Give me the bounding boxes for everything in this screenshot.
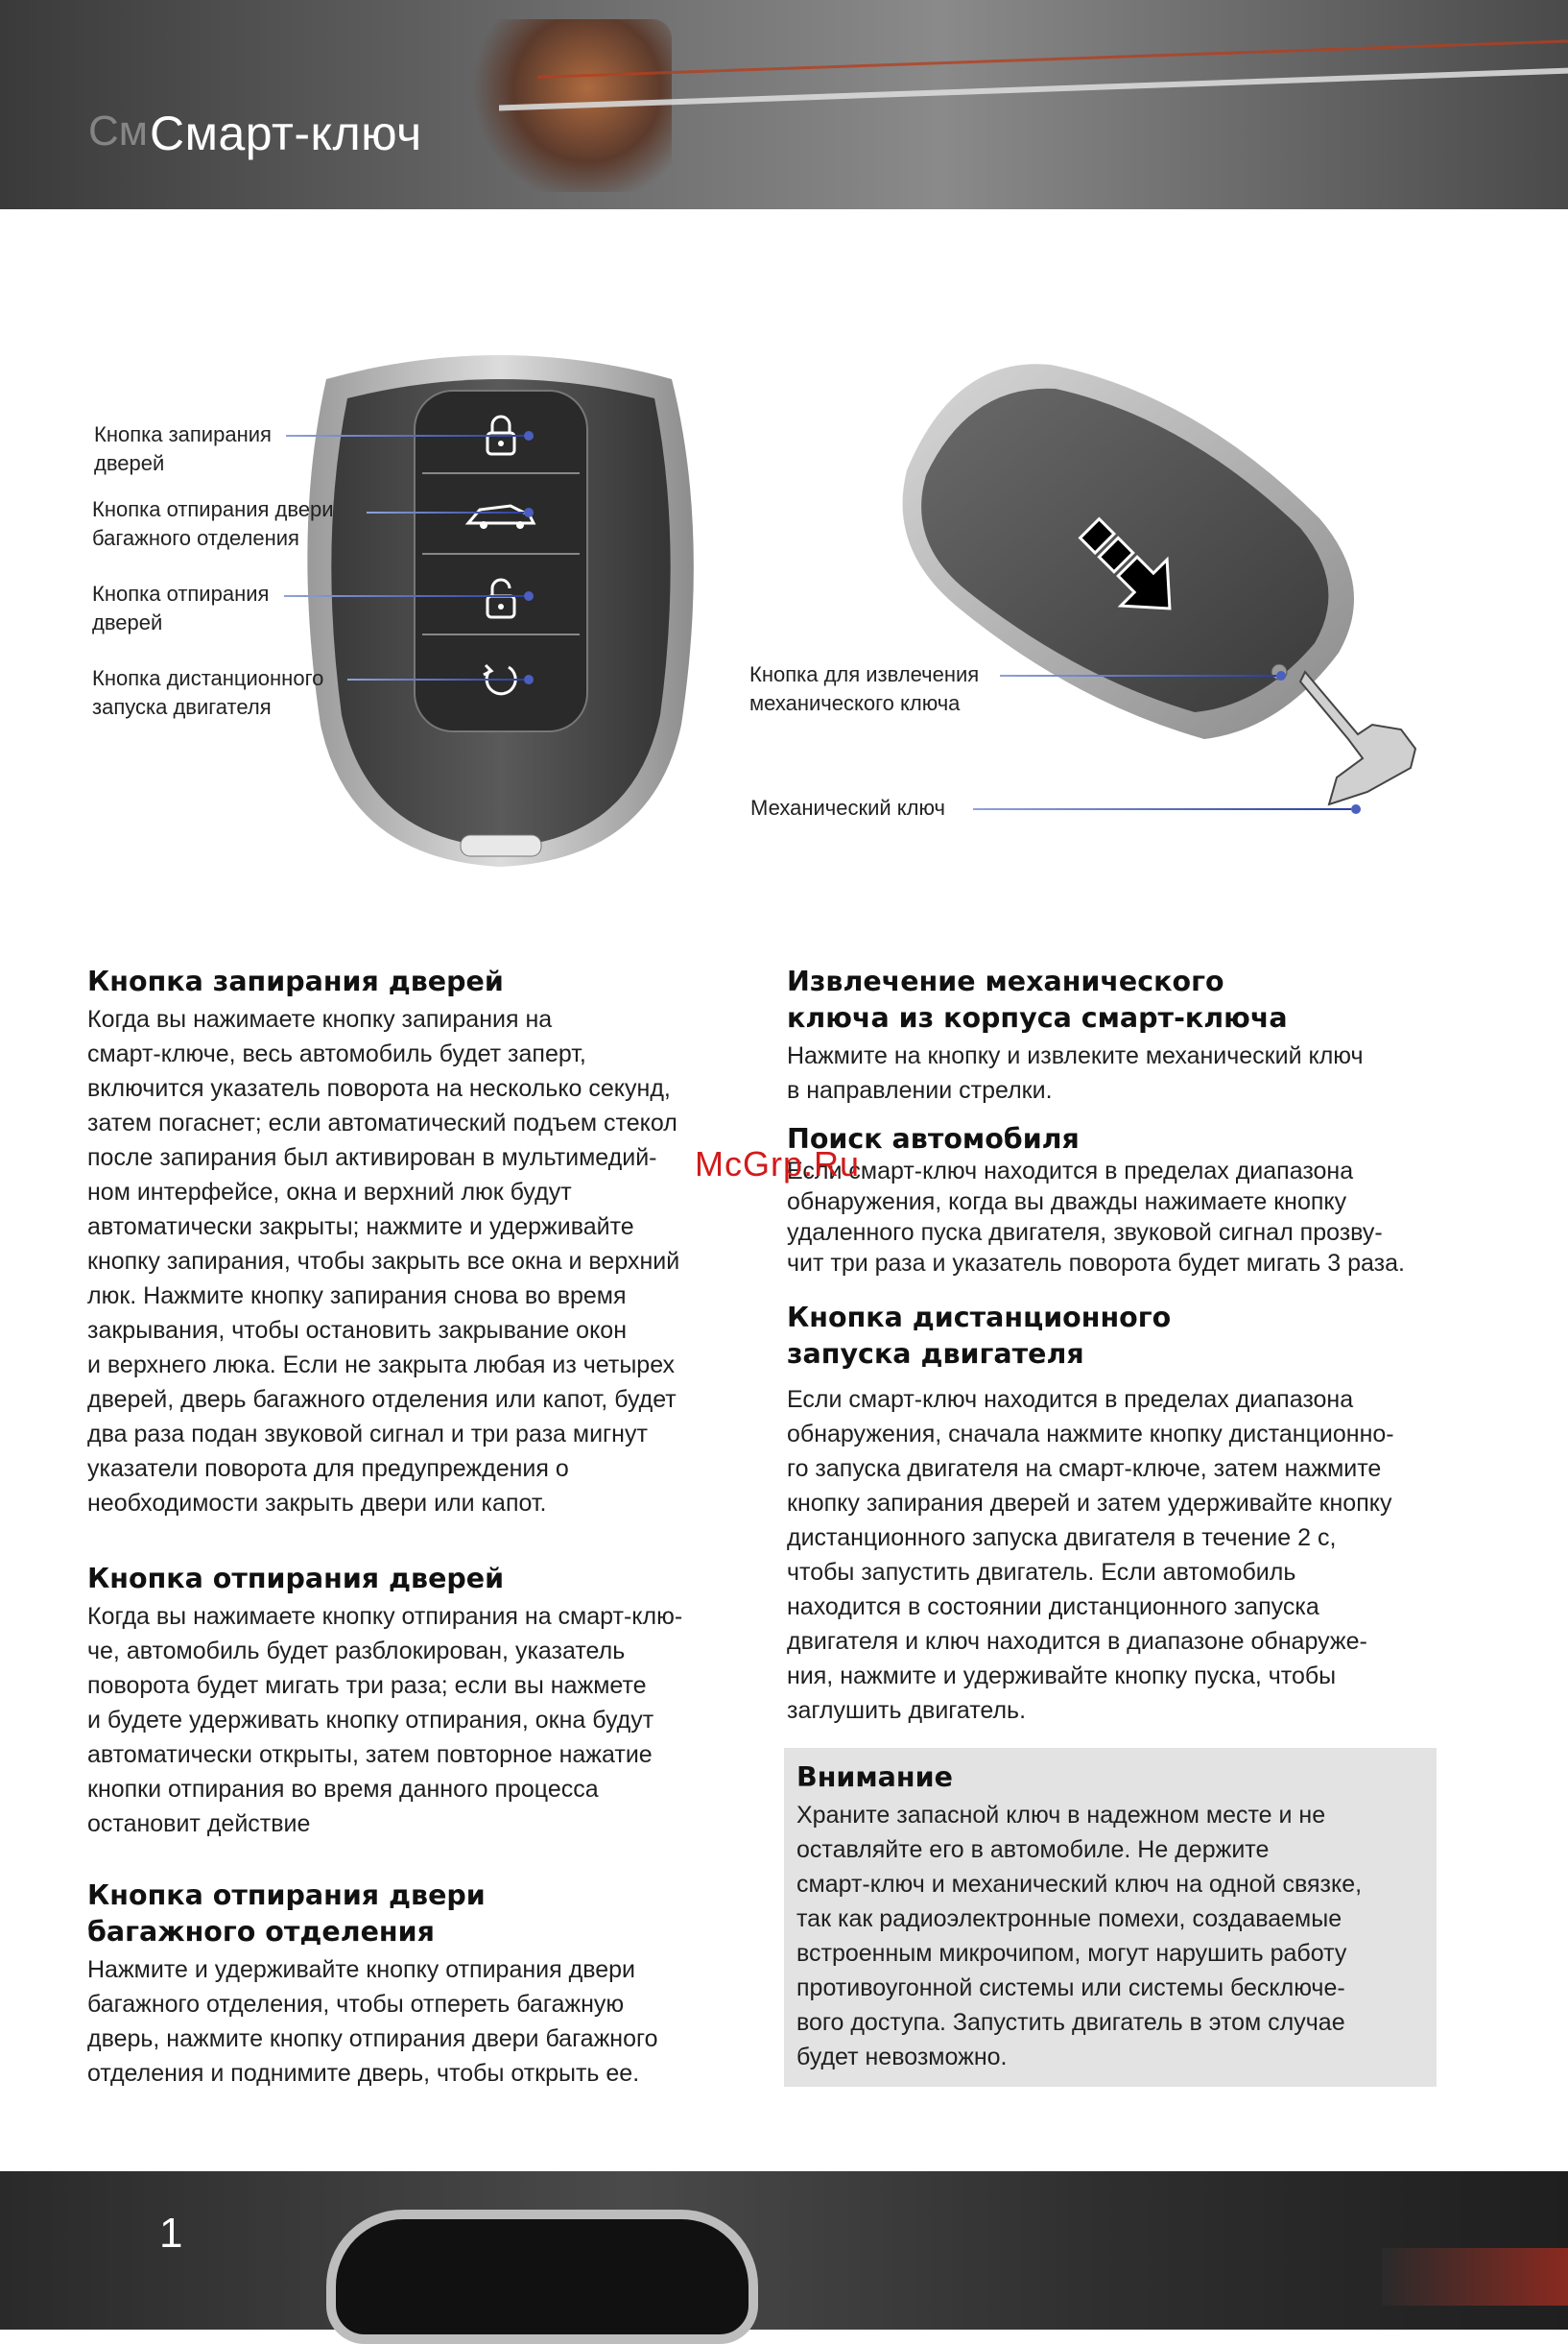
text-line: кнопку запирания, чтобы закрыть все окна и верхний [87,1248,680,1275]
text-line: остановит действие [87,1810,311,1837]
text-line: удаленного пуска двигателя, звуковой сигнал прозву- [787,1219,1383,1246]
text-line: и верхнего люка. Если не закрыта любая из четырех [87,1351,676,1378]
page-title: Смарт-ключ [150,107,422,160]
exhaust-decoration [326,2210,758,2344]
label-line: Кнопка дистанционного [92,666,324,690]
key-ring-slot [461,835,541,856]
section-body [787,1382,1459,1728]
smart-key-front-illustration [288,341,715,873]
footer-band [0,2171,1568,2330]
leader-line [1000,675,1276,677]
leader-line [973,808,1351,810]
text-line: будет невозможно. [796,2044,1008,2070]
text-line: ном интерфейсе, окна и верхний люк будут [87,1179,572,1206]
section-body [87,1002,749,1520]
heading-line: Извлечение механического [787,966,1224,997]
section-heading [787,1300,1459,1373]
title-ghost: См [88,108,149,155]
text-line: заглушить двигатель. [787,1697,1027,1724]
label-line: механического ключа [749,691,961,715]
smart-key-side-illustration [878,355,1444,849]
text-line: обнаружения, когда вы дважды нажимаете кнопку [787,1188,1347,1215]
text-line: противоугонной системы или системы бесключе- [796,1974,1345,2001]
text-line: Храните запасной ключ в надежном месте и не [796,1802,1326,1829]
text-line: чит три раза и указатель поворота будет мигать 3 раза. [787,1250,1405,1277]
text-line: затем погаснет; если автоматический подъем стекол [87,1110,677,1136]
heading-line: запуска двигателя [787,1338,1084,1370]
leader-dot [524,431,534,441]
text-line: вого доступа. Запустить двигатель в этом случае [796,2009,1345,2036]
text-line: Если смарт-ключ находится в пределах диапазона [787,1158,1354,1184]
text-line: отделения и поднимите дверь, чтобы открыть ее. [87,2060,640,2087]
text-line: люк. Нажмите кнопку запирания снова во время [87,1282,627,1309]
warning-body [796,1798,1424,2074]
text-line: в направлении стрелки. [787,1077,1053,1104]
label-line: дверей [94,451,165,475]
text-line: багажного отделения, чтобы отпереть багажную [87,1991,625,2018]
label-line: Кнопка для извлечения [749,662,980,686]
text-line: Когда вы нажимаете кнопку отпирания на смарт-клю- [87,1603,683,1630]
left-column [87,964,749,2091]
label-unlock-button [92,580,269,637]
text-line: встроенным микрочипом, могут нарушить работу [796,1940,1347,1967]
leader-dot [524,508,534,517]
label-lock-button [94,420,272,478]
text-line: находится в состоянии дистанционного запуска [787,1593,1319,1620]
section-body [787,1156,1459,1279]
text-line: указатели поворота для предупреждения о [87,1455,569,1482]
section-heading [787,964,1459,1037]
heading-line: Кнопка отпирания двери [87,1879,486,1911]
label-mechanical-key [750,794,945,823]
text-line: Нажмите и удерживайте кнопку отпирания двери [87,1956,635,1983]
section-body [87,1952,749,2091]
section-heading: Кнопка запирания дверей [87,966,504,997]
label-remote-start-button [92,664,323,722]
rear-light-decoration [1382,2248,1568,2306]
text-line: Если смарт-ключ находится в пределах диапазона [787,1386,1354,1413]
leader-dot [1351,804,1361,814]
text-line: ния, нажмите и удерживайте кнопку пуска, чтобы [787,1662,1337,1689]
text-line: автоматически открыты, затем повторное нажатие [87,1741,653,1768]
label-line: Кнопка отпирания двери [92,497,334,521]
leader-dot [1276,671,1286,681]
text-line: два раза подан звуковой сигнал и три раза мигнут [87,1421,648,1447]
text-line: смарт-ключе, весь автомобиль будет заперт, [87,1040,586,1067]
label-line: запуска двигателя [92,695,272,719]
text-line: поворота будет мигать три раза; если вы нажмете [87,1672,647,1699]
label-line: Кнопка запирания [94,422,272,446]
leader-line [367,512,524,514]
section-heading [87,1878,749,1950]
text-line: дверей, дверь багажного отделения или капот, будет [87,1386,677,1413]
text-line: го запуска двигателя на смарт-ключе, затем нажмите [787,1455,1382,1482]
text-line: Нажмите на кнопку и извлеките механический ключ [787,1042,1364,1069]
text-line: двигателя и ключ находится в диапазоне обнаруже- [787,1628,1367,1655]
warning-heading: Внимание [796,1761,953,1793]
text-line: после запирания был активирован в мультимедий- [87,1144,657,1171]
text-line: чтобы запустить двигатель. Если автомобиль [787,1559,1296,1586]
text-line: че, автомобиль будет разблокирован, указатель [87,1638,626,1664]
leader-dot [524,675,534,684]
text-line: так как радиоэлектронные помехи, создаваемые [796,1905,1342,1932]
text-line: и будете удерживать кнопку отпирания, окна будут [87,1707,654,1734]
section-body [87,1599,749,1841]
leader-line [286,435,524,437]
heading-line: багажного отделения [87,1916,435,1948]
text-line: дверь, нажмите кнопку отпирания двери багажного [87,2025,658,2052]
text-line: смарт-ключ и механический ключ на одной связке, [796,1871,1363,1898]
label-line: Механический ключ [750,796,945,820]
text-line: включится указатель поворота на несколько секунд, [87,1075,671,1102]
warning-box [784,1748,1437,2087]
label-trunk-button [92,495,334,553]
leader-line [284,595,524,597]
section-heading: Кнопка отпирания дверей [87,1563,505,1594]
right-column [787,964,1459,1728]
heading-line: Кнопка дистанционного [787,1302,1172,1333]
text-line: автоматически закрыты; нажмите и удерживайте [87,1213,634,1240]
section-heading: Поиск автомобиля [787,1123,1080,1155]
section-body [787,1039,1459,1108]
text-line: необходимости закрыть двери или капот. [87,1490,547,1517]
heading-line: ключа из корпуса смарт-ключа [787,1002,1288,1034]
text-line: Когда вы нажимаете кнопку запирания на [87,1006,553,1033]
text-line: обнаружения, сначала нажмите кнопку дистанционно- [787,1421,1394,1447]
text-line: кнопки отпирания во время данного процесса [87,1776,599,1803]
leader-dot [524,591,534,601]
label-line: Кнопка отпирания [92,582,270,606]
header-banner [0,0,1568,209]
text-line: закрывания, чтобы остановить закрывание окон [87,1317,627,1344]
label-release-button [749,660,979,718]
label-line: дверей [92,610,163,634]
mechanical-key [1300,672,1415,804]
page-number: 1 [159,2210,183,2257]
leader-line [347,679,524,681]
label-line: багажного отделения [92,526,299,550]
watermark: McGrp.Ru [695,1144,861,1184]
text-line: оставляйте его в автомобиле. Не держите [796,1836,1270,1863]
text-line: дистанционного запуска двигателя в течение 2 с, [787,1524,1337,1551]
text-line: кнопку запирания дверей и затем удерживайте кнопку [787,1490,1392,1517]
